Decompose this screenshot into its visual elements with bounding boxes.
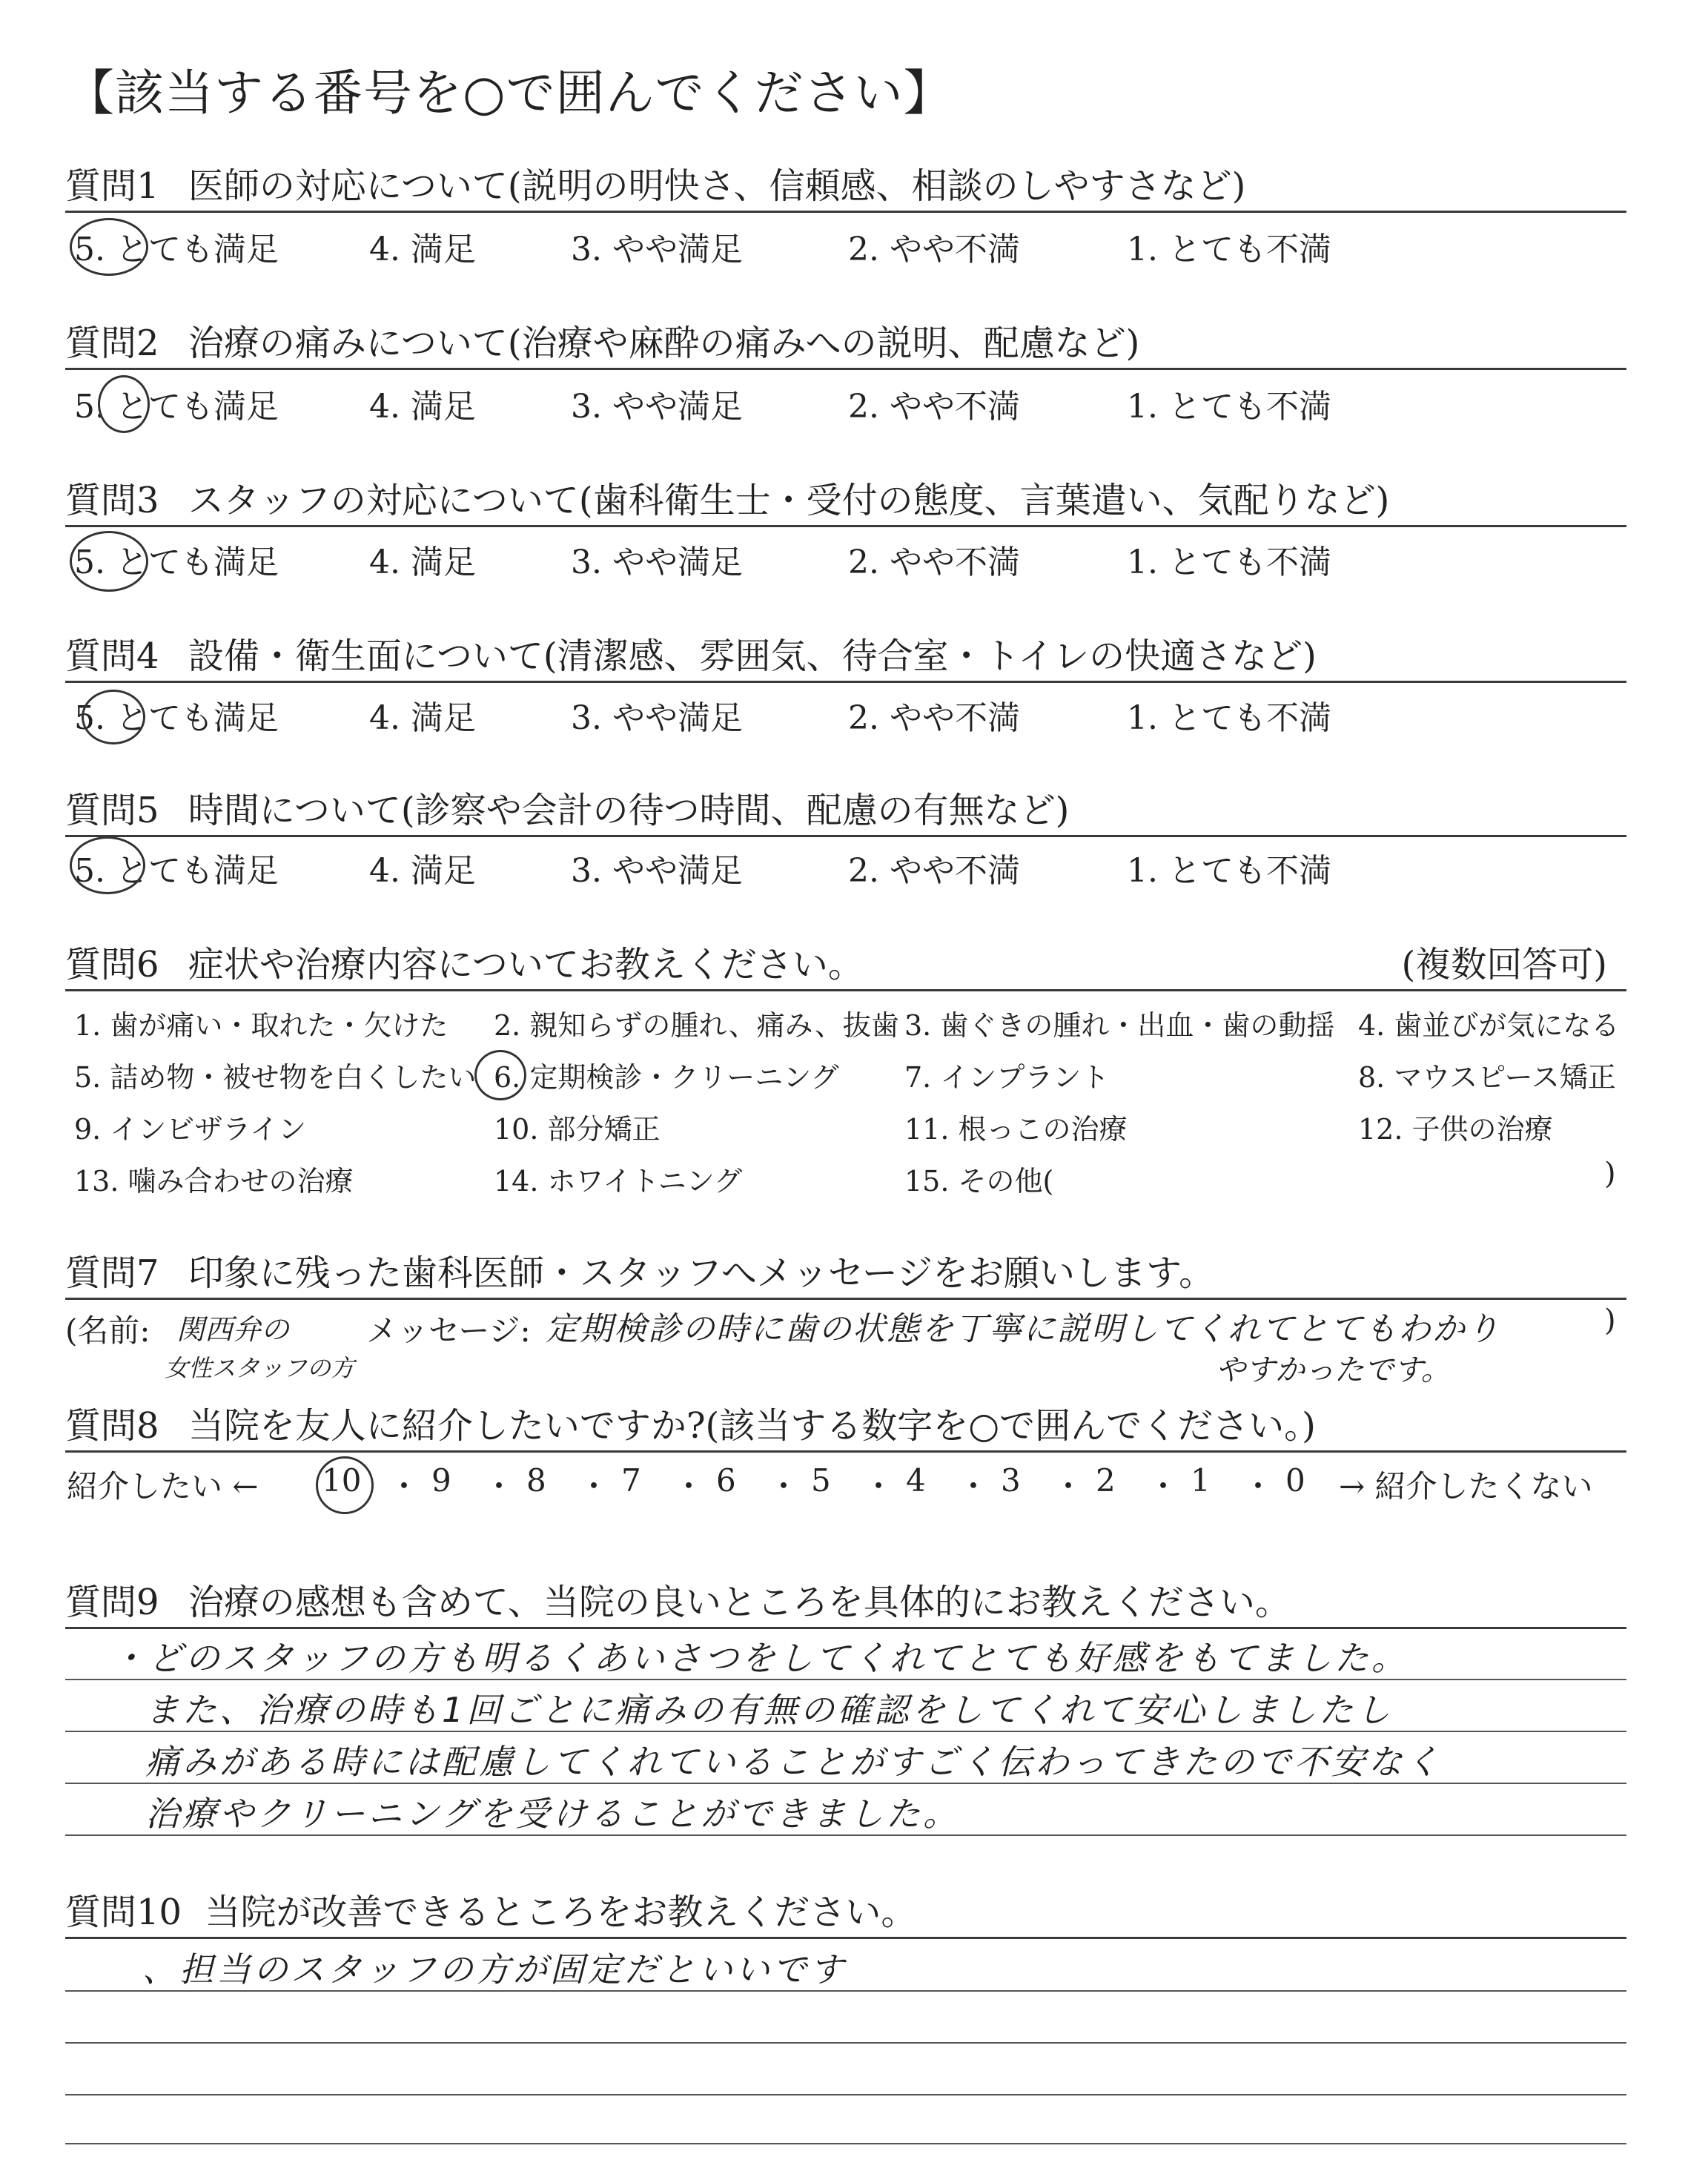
question-5-text: 時間について(診察や会計の待つ時間、配慮の有無など) [188,790,1070,831]
scale-dot: ・ [1148,1468,1179,1505]
question-9-heading [65,1573,1291,1625]
scale-dot: ・ [958,1468,990,1505]
scale-6[interactable]: 6 [716,1462,736,1499]
q6-answer-circle [474,1050,526,1100]
q6-option-1[interactable]: 1. 歯が痛い・取れた・欠けた [74,1009,448,1042]
question-5-heading [65,782,1069,833]
scale-5[interactable]: 5 [811,1462,831,1499]
recommend-scale [67,1462,1623,1507]
question-1-text: 医師の対応について(説明の明快さ、信頼感、相談のしやすさなど) [188,165,1246,207]
option-5[interactable]: 5. とても満足 [74,544,279,581]
question-7-heading [65,1244,1214,1295]
q6-other-close-paren: ) [1604,1157,1616,1191]
q6-option-10[interactable]: 10. 部分矯正 [494,1113,661,1146]
q6-option-15[interactable]: 15. その他( [904,1165,1054,1198]
option-4[interactable]: 4. 満足 [369,388,476,426]
option-4[interactable]: 4. 満足 [369,852,476,890]
question-2-rule [65,368,1626,370]
question-2-text: 治療の痛みについて(治療や麻酔の痛みへの説明、配慮など) [188,323,1140,364]
q9-handwritten-line-2: また、治療の時も1回ごとに痛みの有無の確認をしてくれて安心しましたし [145,1690,1394,1730]
option-2[interactable]: 2. やや不満 [848,852,1020,890]
question-7-label: 質問7 [65,1252,159,1294]
option-1[interactable]: 1. とても不満 [1127,231,1331,268]
option-2[interactable]: 2. やや不満 [848,231,1020,268]
question-10-text: 当院が改善できるところをお教えください。 [205,1892,917,1933]
question-2-heading [65,314,1139,366]
q6-option-6[interactable]: 6. 定期検診・クリーニング [494,1061,839,1094]
question-9-rule [65,1627,1626,1629]
question-5-rule [65,835,1626,837]
option-1[interactable]: 1. とても不満 [1127,852,1331,890]
option-4[interactable]: 4. 満足 [369,699,476,737]
message-label: メッセージ: [366,1312,531,1349]
option-5[interactable]: 5. とても満足 [74,699,279,737]
option-1[interactable]: 1. とても不満 [1127,699,1331,737]
option-5[interactable]: 5. とても満足 [74,231,279,268]
question-10-heading [65,1883,916,1935]
q6-option-8[interactable]: 8. マウスピース矯正 [1358,1061,1616,1094]
question-4-text: 設備・衛生面について(清潔感、雰囲気、待合室・トイレの快適さなど) [188,635,1317,677]
scale-dot: ・ [483,1468,515,1505]
recommend-right-label: → 紹介したくない [1339,1468,1593,1505]
question-4-rule [65,681,1626,683]
message-close-paren: ) [1604,1304,1616,1338]
q6-option-11[interactable]: 11. 根っこの治療 [904,1113,1128,1146]
scale-4[interactable]: 4 [906,1462,926,1499]
name-handwritten-line-2: 女性スタッフの方 [165,1354,355,1382]
multiple-answer-note: (複数回答可) [1401,944,1607,985]
answer-circle [98,375,150,433]
scale-8[interactable]: 8 [526,1462,546,1499]
question-1-heading [65,157,1245,208]
question-8-text: 当院を友人に紹介したいですか?(該当する数字を○で囲んでください。) [188,1405,1316,1447]
question-8-rule [65,1450,1626,1453]
recommend-left-label: 紹介したい ← [67,1468,259,1505]
option-3[interactable]: 3. やや満足 [571,231,743,268]
q9-handwritten-line-3: 痛みがある時には配慮してくれていることがすごく伝わってきたので不安なく [145,1742,1443,1782]
option-3[interactable]: 3. やや満足 [571,544,743,581]
question-4-heading [65,627,1317,678]
question-6-rule [65,989,1626,991]
answer-circle [82,690,145,744]
question-5-options [74,844,1623,888]
scale-dot: ・ [768,1468,800,1505]
answer-circle [70,836,145,894]
question-4-options [74,691,1623,736]
answer-circle [70,531,148,592]
question-7-text: 印象に残った歯科医師・スタッフへメッセージをお願いします。 [188,1252,1215,1294]
message-handwritten-line-2: やすかったです。 [1216,1353,1451,1387]
option-2[interactable]: 2. やや不満 [848,388,1020,426]
q9-handwritten-line-1: ・どのスタッフの方も明るくあいさつをしてくれてとても好感をもてました。 [111,1638,1409,1678]
question-1-options [74,222,1623,267]
option-3[interactable]: 3. やや満足 [571,699,743,737]
answer-line [65,2143,1626,2144]
question-8-heading [65,1397,1316,1448]
q6-option-14[interactable]: 14. ホワイトニング [494,1165,743,1198]
question-1-rule [65,211,1626,213]
message-handwritten-line-1: 定期検診の時に歯の状態を丁寧に説明してくれてとてもわかり [546,1310,1500,1348]
scale-dot: ・ [1242,1468,1274,1505]
question-10-rule [65,1937,1626,1939]
q6-option-12[interactable]: 12. 子供の治療 [1358,1113,1553,1146]
scale-3[interactable]: 3 [1001,1462,1021,1499]
question-9-text: 治療の感想も含めて、当院の良いところを具体的にお教えください。 [188,1582,1291,1623]
answer-circle [70,218,148,276]
question-1-label: 質問1 [65,165,159,207]
scale-dot: ・ [388,1468,420,1505]
question-3-heading [65,472,1389,523]
option-4[interactable]: 4. 満足 [369,231,476,268]
question-10-label: 質問10 [65,1892,182,1933]
question-2-label: 質問2 [65,323,159,364]
scale-answer-circle [316,1456,374,1514]
question-5-label: 質問5 [65,790,159,831]
scale-2[interactable]: 2 [1096,1462,1116,1499]
option-5[interactable]: 5. とても満足 [74,852,279,890]
q6-option-7[interactable]: 7. インプラント [904,1061,1110,1094]
question-3-options [74,535,1623,580]
q6-option-5[interactable]: 5. 詰め物・被せ物を白くしたい [74,1061,477,1094]
question-3-rule [65,525,1626,527]
question-2-options [74,380,1623,424]
answer-line [65,2094,1626,2095]
page-title: 【該当する番号を○で囲んでください】 [65,65,953,122]
scale-dot: ・ [863,1468,895,1505]
scale-7[interactable]: 7 [621,1462,641,1499]
scale-1[interactable]: 1 [1191,1462,1211,1499]
q6-option-2[interactable]: 2. 親知らずの腫れ、痛み、抜歯 [494,1009,899,1042]
option-5[interactable]: 5. とても満足 [74,388,279,426]
option-3[interactable]: 3. やや満足 [571,388,743,426]
question-3-label: 質問3 [65,480,159,521]
option-2[interactable]: 2. やや不満 [848,544,1020,581]
option-3[interactable]: 3. やや満足 [571,852,743,890]
q6-option-3[interactable]: 3. 歯ぐきの腫れ・出血・歯の動揺 [904,1009,1335,1042]
q10-handwritten-line-1: 、担当のスタッフの方が固定だといいです [142,1949,847,1989]
scale-0[interactable]: 0 [1285,1462,1305,1499]
question-3-text: スタッフの対応について(歯科衛生士・受付の態度、言葉遣い、気配りなど) [188,480,1390,521]
question-6-text: 症状や治療内容についてお教えください。 [188,944,864,985]
q6-option-9[interactable]: 9. インビザライン [74,1113,307,1146]
q6-option-4[interactable]: 4. 歯並びが気になる [1358,1009,1620,1042]
option-1[interactable]: 1. とても不満 [1127,388,1331,426]
scale-dot: ・ [578,1468,610,1505]
question-9-label: 質問9 [65,1582,159,1623]
question-6-label: 質問6 [65,944,159,985]
option-2[interactable]: 2. やや不満 [848,699,1020,737]
question-4-label: 質問4 [65,635,159,677]
question-8-label: 質問8 [65,1405,159,1447]
scale-dot: ・ [1053,1468,1085,1505]
answer-line [65,2042,1626,2044]
option-4[interactable]: 4. 満足 [369,544,476,581]
q6-option-13[interactable]: 13. 噛み合わせの治療 [74,1165,354,1198]
question-7-rule [65,1298,1626,1300]
question-6-heading [65,936,1629,987]
option-1[interactable]: 1. とても不満 [1127,544,1331,581]
name-label: (名前: [65,1312,150,1349]
q9-handwritten-line-4: 治療やクリーニングを受けることができました。 [145,1794,961,1834]
scale-dot: ・ [673,1468,705,1505]
name-handwritten-line-1: 関西弁の [176,1313,290,1346]
scale-10[interactable]: 10 [322,1462,362,1499]
scale-9[interactable]: 9 [431,1462,451,1499]
